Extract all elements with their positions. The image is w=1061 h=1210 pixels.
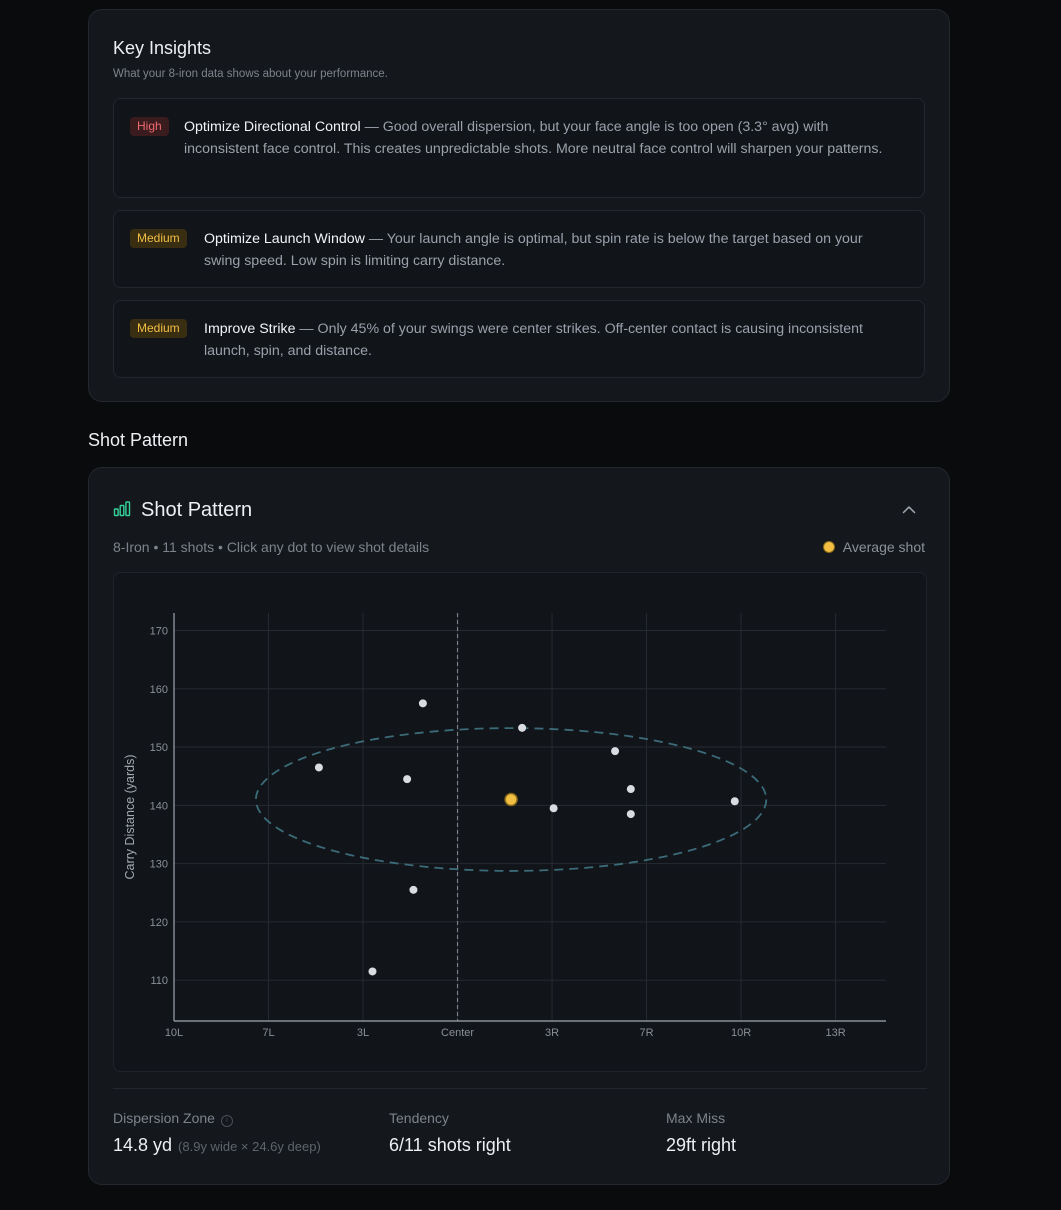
- x-tick-label: 10R: [730, 1027, 752, 1039]
- shot-dot[interactable]: [550, 804, 558, 812]
- insight-title: Optimize Directional Control: [184, 119, 361, 135]
- x-tick-label: 7L: [262, 1027, 275, 1039]
- shot-dot[interactable]: [315, 763, 323, 771]
- insight-text: [204, 228, 900, 272]
- insight-item-improve-strike[interactable]: [113, 300, 925, 378]
- shot-dot[interactable]: [368, 967, 376, 975]
- x-tick-label: 3L: [356, 1027, 370, 1039]
- y-tick-label: 120: [149, 916, 168, 929]
- shot-dot[interactable]: [419, 699, 427, 707]
- y-tick-label: 130: [149, 858, 168, 871]
- priority-badge: High: [130, 117, 169, 136]
- x-tick-label: Center: [441, 1027, 475, 1039]
- y-axis-label: Carry Distance (yards): [123, 754, 137, 880]
- collapse-button[interactable]: [897, 498, 921, 522]
- dispersion-zone-label: Dispersion Zone i: [113, 1110, 233, 1127]
- insight-item-directional-control[interactable]: [113, 98, 925, 198]
- shot-dot[interactable]: [518, 724, 526, 732]
- x-tick-label: 3R: [545, 1027, 560, 1039]
- tendency-label: Tendency: [389, 1110, 449, 1126]
- average-shot-dot[interactable]: [505, 794, 517, 806]
- average-shot-legend-dot: [823, 541, 835, 553]
- y-tick-label: 110: [150, 975, 168, 988]
- chevron-up-icon: [902, 501, 916, 519]
- insight-title: Improve Strike: [204, 321, 296, 337]
- insight-description: — Good overall dispersion, but your face angle is too open (3.3° avg) with inconsistent face control. This creates unpredictable shots. More neutral face control will sharpen your patterns.: [184, 119, 883, 157]
- max-miss-label: Max Miss: [666, 1110, 726, 1126]
- x-tick-label: 10L: [164, 1027, 184, 1039]
- tendency-value: 6/11 shots right: [389, 1135, 511, 1155]
- shot-pattern-subtitle: 8-Iron • 11 shots • Click any dot to view shot details: [113, 539, 430, 555]
- y-tick-label: 170: [149, 625, 168, 638]
- shot-dot[interactable]: [409, 886, 417, 894]
- chart-container: [113, 572, 927, 1072]
- key-insights-card: [88, 9, 950, 402]
- priority-badge: Medium: [130, 229, 187, 248]
- shot-dot[interactable]: [403, 775, 411, 783]
- insight-text: [204, 318, 900, 362]
- x-tick-label: 13R: [825, 1027, 846, 1039]
- dispersion-zone-detail: (8.9y wide × 24.6y deep): [178, 1139, 321, 1154]
- shot-pattern-card: [88, 467, 950, 1185]
- dispersion-scatter-chart: [114, 573, 926, 1071]
- divider: [113, 1088, 927, 1089]
- key-insights-title: Key Insights: [113, 38, 212, 58]
- insight-text: [184, 116, 900, 160]
- shot-dot[interactable]: [627, 785, 635, 793]
- priority-badge: Medium: [130, 319, 187, 338]
- key-insights-subtitle: What your 8-iron data shows about your performance.: [113, 68, 388, 80]
- shot-dot[interactable]: [627, 810, 635, 818]
- max-miss-value: 29ft right: [666, 1135, 737, 1155]
- legend: [823, 539, 925, 555]
- legend-label: Average shot: [842, 539, 925, 555]
- y-tick-label: 140: [149, 800, 168, 813]
- shot-pattern-title: Shot Pattern: [141, 499, 253, 521]
- x-tick-label: 7R: [639, 1027, 654, 1039]
- section-heading: Shot Pattern: [88, 430, 189, 450]
- insight-title: Optimize Launch Window: [204, 231, 365, 247]
- insight-description: — Your launch angle is optimal, but spin rate is below the target based on your swing speed. Low spin is limiting carry distance.: [204, 231, 863, 269]
- info-icon[interactable]: i: [221, 1115, 233, 1127]
- dispersion-zone-value: 14.8 yd (8.9y wide × 24.6y deep): [113, 1135, 321, 1155]
- insight-item-launch-window[interactable]: [113, 210, 925, 288]
- y-tick-label: 150: [149, 742, 168, 755]
- shot-dot[interactable]: [611, 747, 619, 755]
- bar-chart-icon: [113, 501, 131, 522]
- shot-dot[interactable]: [731, 797, 739, 805]
- insight-description: — Only 45% of your swings were center strikes. Off-center contact is causing inconsistent launch, spin, and distance.: [204, 321, 863, 359]
- y-tick-label: 160: [149, 683, 168, 696]
